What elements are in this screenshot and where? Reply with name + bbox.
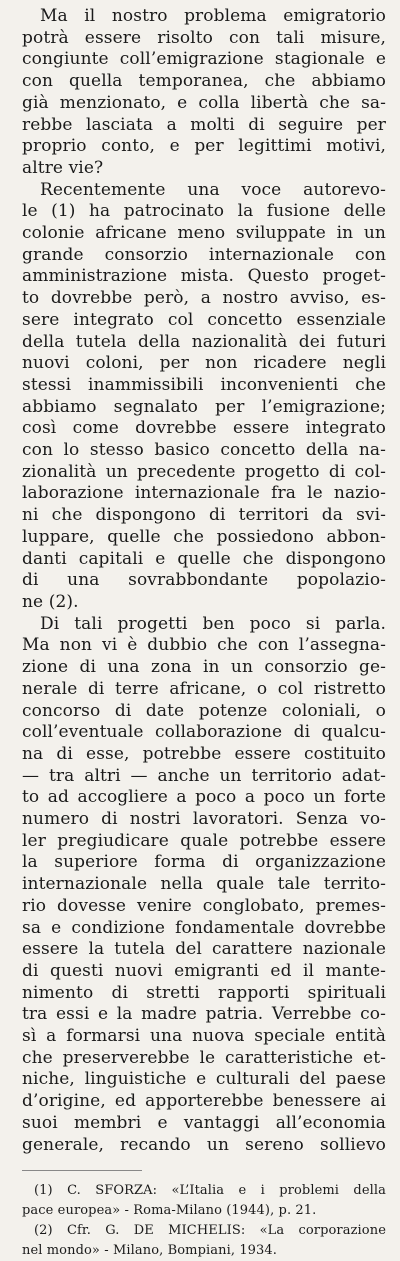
text-line: generale, recando un sereno sollievo bbox=[22, 1134, 386, 1155]
text-line: essere la tutela del carattere nazionale bbox=[22, 939, 386, 960]
text-line: ni che dispongono di territori da svi- bbox=[22, 505, 386, 526]
text-line: sere integrato col concetto essenziale bbox=[22, 309, 386, 330]
body-text bbox=[22, 6, 386, 1156]
text-line: sì a formarsi una nuova speciale entità bbox=[22, 1026, 386, 1047]
text-line: concorso di date potenze coloniali, o bbox=[22, 700, 386, 721]
text-line: rebbe lasciata a molti di seguire per bbox=[22, 114, 386, 135]
paragraph bbox=[22, 614, 386, 1157]
footnotes bbox=[22, 1181, 386, 1261]
text-line: laborazione internazionale fra le nazio- bbox=[22, 483, 386, 504]
text-line: luppare, quelle che possiedono abbon- bbox=[22, 526, 386, 547]
text-line: suoi membri e vantaggi all’economia bbox=[22, 1112, 386, 1133]
text-line: già menzionato, e colla libertà che sa- bbox=[22, 92, 386, 113]
text-line: (2) Cfr. G. DE MICHELIS: «La corporazione bbox=[34, 1223, 386, 1239]
text-line: nerale di terre africane, o col ristretto bbox=[22, 678, 386, 699]
text-line: internazionale nella quale tale territo- bbox=[22, 874, 386, 895]
text-line: la superiore forma di organizzazione bbox=[22, 852, 386, 873]
footnote-divider bbox=[22, 1170, 142, 1171]
text-line: nuovi coloni, per non ricadere negli bbox=[22, 353, 386, 374]
text-line: che preserverebbe le caratteristiche et- bbox=[22, 1047, 386, 1068]
text-line: di questi nuovi emigranti ed il mante- bbox=[22, 960, 386, 981]
text-line: le (1) ha patrocinato la fusione delle bbox=[22, 201, 386, 222]
paragraph bbox=[22, 6, 386, 180]
text-line: della tutela della nazionalità dei futuri bbox=[22, 331, 386, 352]
text-line: Ma non vi è dubbio che con l’assegna- bbox=[22, 635, 386, 656]
text-line: (1) C. SFORZA: «L’Italia e i problemi della bbox=[34, 1183, 386, 1199]
text-line: na di esse, potrebbe essere costituito bbox=[22, 743, 386, 764]
text-line: to dovrebbe però, a nostro avviso, es- bbox=[22, 288, 386, 309]
text-line: con lo stesso basico concetto della na- bbox=[22, 440, 386, 461]
paragraph bbox=[22, 180, 386, 614]
text-line: colonie africane meno sviluppate in un bbox=[22, 223, 386, 244]
text-line: con quella temporanea, che abbiamo bbox=[22, 71, 386, 92]
text-line: sa e condizione fondamentale dovrebbe bbox=[22, 917, 386, 938]
text-line: niche, linguistiche e culturali del paese bbox=[22, 1069, 386, 1090]
footnote bbox=[22, 1221, 386, 1261]
text-line: congiunte coll’emigrazione stagionale e bbox=[22, 49, 386, 70]
text-line: nel mondo» - Milano, Bompiani, 1934. bbox=[22, 1243, 278, 1259]
text-line: amministrazione mista. Questo proget- bbox=[22, 266, 386, 287]
text-line: Recentemente una voce autorevo- bbox=[40, 179, 386, 200]
text-line: tra essi e la madre patria. Verrebbe co- bbox=[22, 1004, 386, 1025]
text-line: così come dovrebbe essere integrato bbox=[22, 418, 386, 439]
text-line: zionalità un precedente progetto di col- bbox=[22, 461, 386, 482]
text-line: altre vie? bbox=[22, 157, 104, 178]
text-line: di una sovrabbondante popolazio- bbox=[22, 570, 386, 591]
text-line: danti capitali e quelle che dispongono bbox=[22, 548, 386, 569]
text-line: zione di una zona in un consorzio ge- bbox=[22, 657, 386, 678]
text-line: rio dovesse venire conglobato, premes- bbox=[22, 895, 386, 916]
text-line: Ma il nostro problema emigratorio bbox=[40, 6, 386, 26]
text-line: stessi inammissibili inconvenienti che bbox=[22, 374, 386, 395]
text-line: to ad accogliere a poco a poco un forte bbox=[22, 787, 386, 808]
text-line: proprio conto, e per legittimi motivi, bbox=[22, 136, 386, 157]
text-line: Di tali progetti ben poco si parla. bbox=[40, 613, 386, 634]
text-line: abbiamo segnalato per l’emigrazione; bbox=[22, 396, 386, 417]
text-line: grande consorzio internazionale con bbox=[22, 244, 386, 265]
footnote bbox=[22, 1181, 386, 1221]
text-line: potrà essere risolto con tali misure, bbox=[22, 27, 386, 48]
text-line: pace europea» - Roma-Milano (1944), p. 21. bbox=[22, 1203, 317, 1219]
text-line: coll’eventuale collaborazione di qualcu- bbox=[22, 722, 386, 743]
text-line: — tra altri — anche un territorio adat- bbox=[22, 765, 386, 786]
text-line: ne (2). bbox=[22, 591, 79, 612]
text-line: nimento di stretti rapporti spirituali bbox=[22, 982, 386, 1003]
text-line: d’origine, ed apporterebbe benessere ai bbox=[22, 1091, 386, 1112]
text-line: ler pregiudicare quale potrebbe essere bbox=[22, 830, 386, 851]
text-line: numero di nostri lavoratori. Senza vo- bbox=[22, 809, 386, 830]
